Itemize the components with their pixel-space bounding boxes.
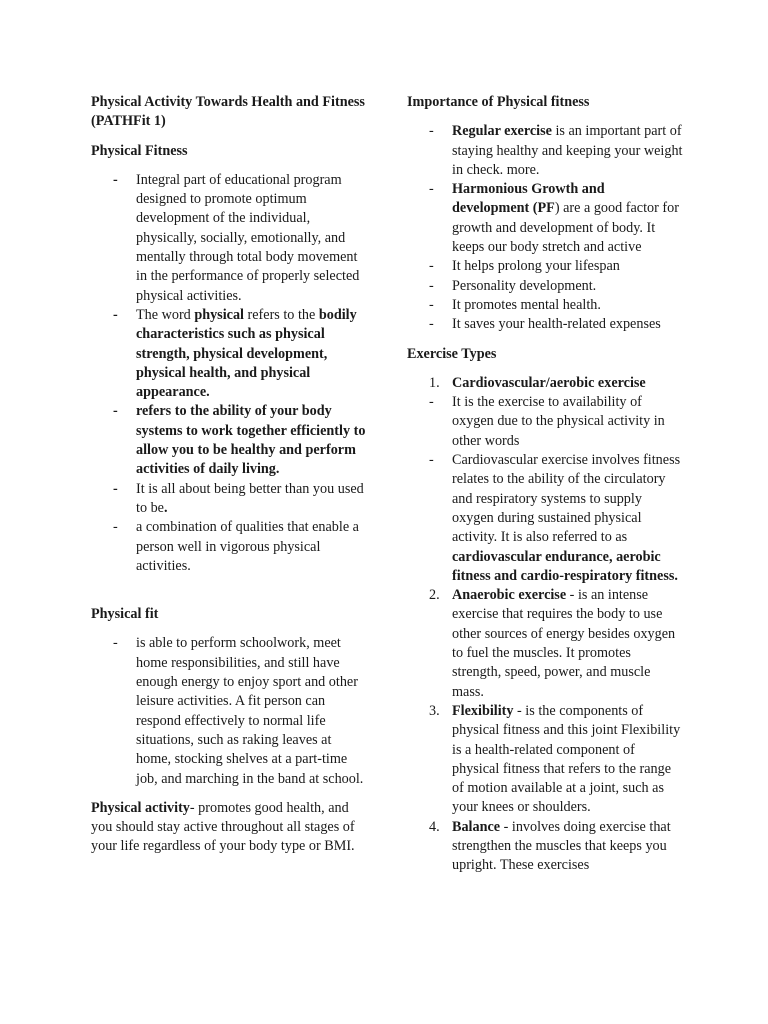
list-marker: - [429,452,434,469]
physical-activity-paragraph [91,799,366,857]
list-item-text: Personality development. [452,277,597,294]
left-column [91,93,366,857]
list-item [407,451,683,586]
list-item-text: a combination of qualities that enable a person well in vigorous physical activities. [136,519,359,574]
list-item [407,586,683,702]
importance-heading: Importance of Physical fitness [407,94,590,110]
list-marker: 1. [429,374,440,391]
list-item-text: - involves doing exercise that strengthen the muscles that keeps you upright. These exercises [452,818,671,874]
list-marker: - [429,296,434,313]
list-item [91,518,366,576]
list-item [407,122,683,180]
list-item-text: The word [136,306,195,323]
list-marker: - [113,403,118,420]
list-item [407,818,683,876]
list-item-text: Integral part of educational program designed to promote optimum development of the individual, physically, socially, emotionally, and mentally through total body movement in the performance of properly selected physical activities. [136,171,360,304]
physical-fit-heading: Physical fit [91,606,159,623]
list-item-bold-text: Regular exercise [452,123,552,140]
list-item-bold-text: bodily characteristics such as physical strength, physical development, physical health, and physical appearance. [136,306,357,401]
list-item [407,393,683,451]
document-title: Physical Activity Towards Health and Fitness (PATHFit 1) [91,94,365,130]
list-item-text: refers to the [243,306,319,323]
list-marker: - [113,306,118,323]
list-item-text: - is the components of physical fitness and this joint Flexibility is a health-related component of physical fitness that refers to the range of motion available at a joint, such as your knees or shoulders. [452,702,681,816]
exercise-types-heading: Exercise Types [407,345,497,362]
importance-list [407,122,683,334]
exercise-types-list [407,374,683,393]
list-marker: 3. [429,702,440,719]
list-item [91,402,366,479]
list-item [407,315,683,334]
list-marker: - [113,519,118,536]
list-item-bold-text: Harmonious Growth and development (PF [452,181,605,217]
list-marker: - [429,181,434,198]
list-item [407,257,683,276]
physical-activity-text: - promotes good health, and you should stay active throughout all stages of your life regardless of your body type or BMI. [91,799,355,855]
physical-activity-label: Physical activity [91,799,190,816]
list-marker: - [113,480,118,497]
list-item [407,702,683,818]
list-item [91,480,366,519]
exercise-types-list-continued [407,586,683,875]
list-item-text: is able to perform schoolwork, meet home responsibilities, and still have enough energy to enjoy sport and other leisure activities. A fit person can respond effectively to normal life situations, such as raking leaves at home, stocking shelves at a part-time job, and marching in the band at school. [136,635,364,787]
list-item [407,296,683,315]
list-item-bold-text: cardiovascular endurance, aerobic fitness and cardio-respiratory fitness. [452,548,678,584]
list-item-bold-text: refers to the ability of your body systems to work together efficiently to allow you to be healthy and perform activities of daily living. [136,403,366,478]
list-item-text: It is all about being better than you used to be [136,480,364,516]
list-marker: - [113,171,118,188]
physical-fit-list [91,634,366,788]
list-item [407,277,683,296]
list-item-bold-text: . [163,499,168,516]
list-marker: - [429,394,434,411]
list-item-bold-text: Anaerobic exercise [452,587,567,604]
list-marker: - [429,258,434,275]
list-item [91,171,366,306]
list-item-text: is an important part of staying healthy and keeping your weight in check. more. [452,123,683,178]
list-item [407,180,683,257]
list-item [407,374,683,393]
list-item-bold-text: Flexibility [452,702,514,719]
list-marker: - [429,316,434,333]
list-item-text: It saves your health-related expenses [452,316,661,333]
list-marker: - [429,277,434,294]
list-marker: - [113,635,118,652]
physical-fitness-heading: Physical Fitness [91,142,188,159]
physical-fitness-list [91,171,366,576]
list-item-bold-text: Balance [452,818,501,835]
list-item-bold-text: Cardiovascular/aerobic exercise [452,374,646,391]
right-column [407,93,683,876]
list-marker: 2. [429,587,440,604]
list-item-text: ) are a good factor for growth and development of body. It keeps our body stretch and active [452,200,679,256]
list-item-text: Cardiovascular exercise involves fitness relates to the ability of the circulatory and respiratory systems to supply oxygen during sustained physical activity. It is also referred to as [452,452,681,546]
list-item [91,306,366,402]
list-marker: - [429,123,434,140]
list-marker: 4. [429,818,440,835]
list-item [91,634,366,788]
list-item-text: - is an intense exercise that requires the body to use other sources of energy besides oxygen to fuel the muscles. It promotes strength, speed, power, and muscle mass. [452,587,676,700]
list-item-text: It helps prolong your lifespan [452,258,620,275]
list-item-text: It is the exercise to availability of oxygen due to the physical activity in other words [452,394,665,449]
cardio-sub-list [407,393,683,586]
list-item-text: It promotes mental health. [452,296,601,313]
list-item-bold-text: physical [194,306,244,323]
